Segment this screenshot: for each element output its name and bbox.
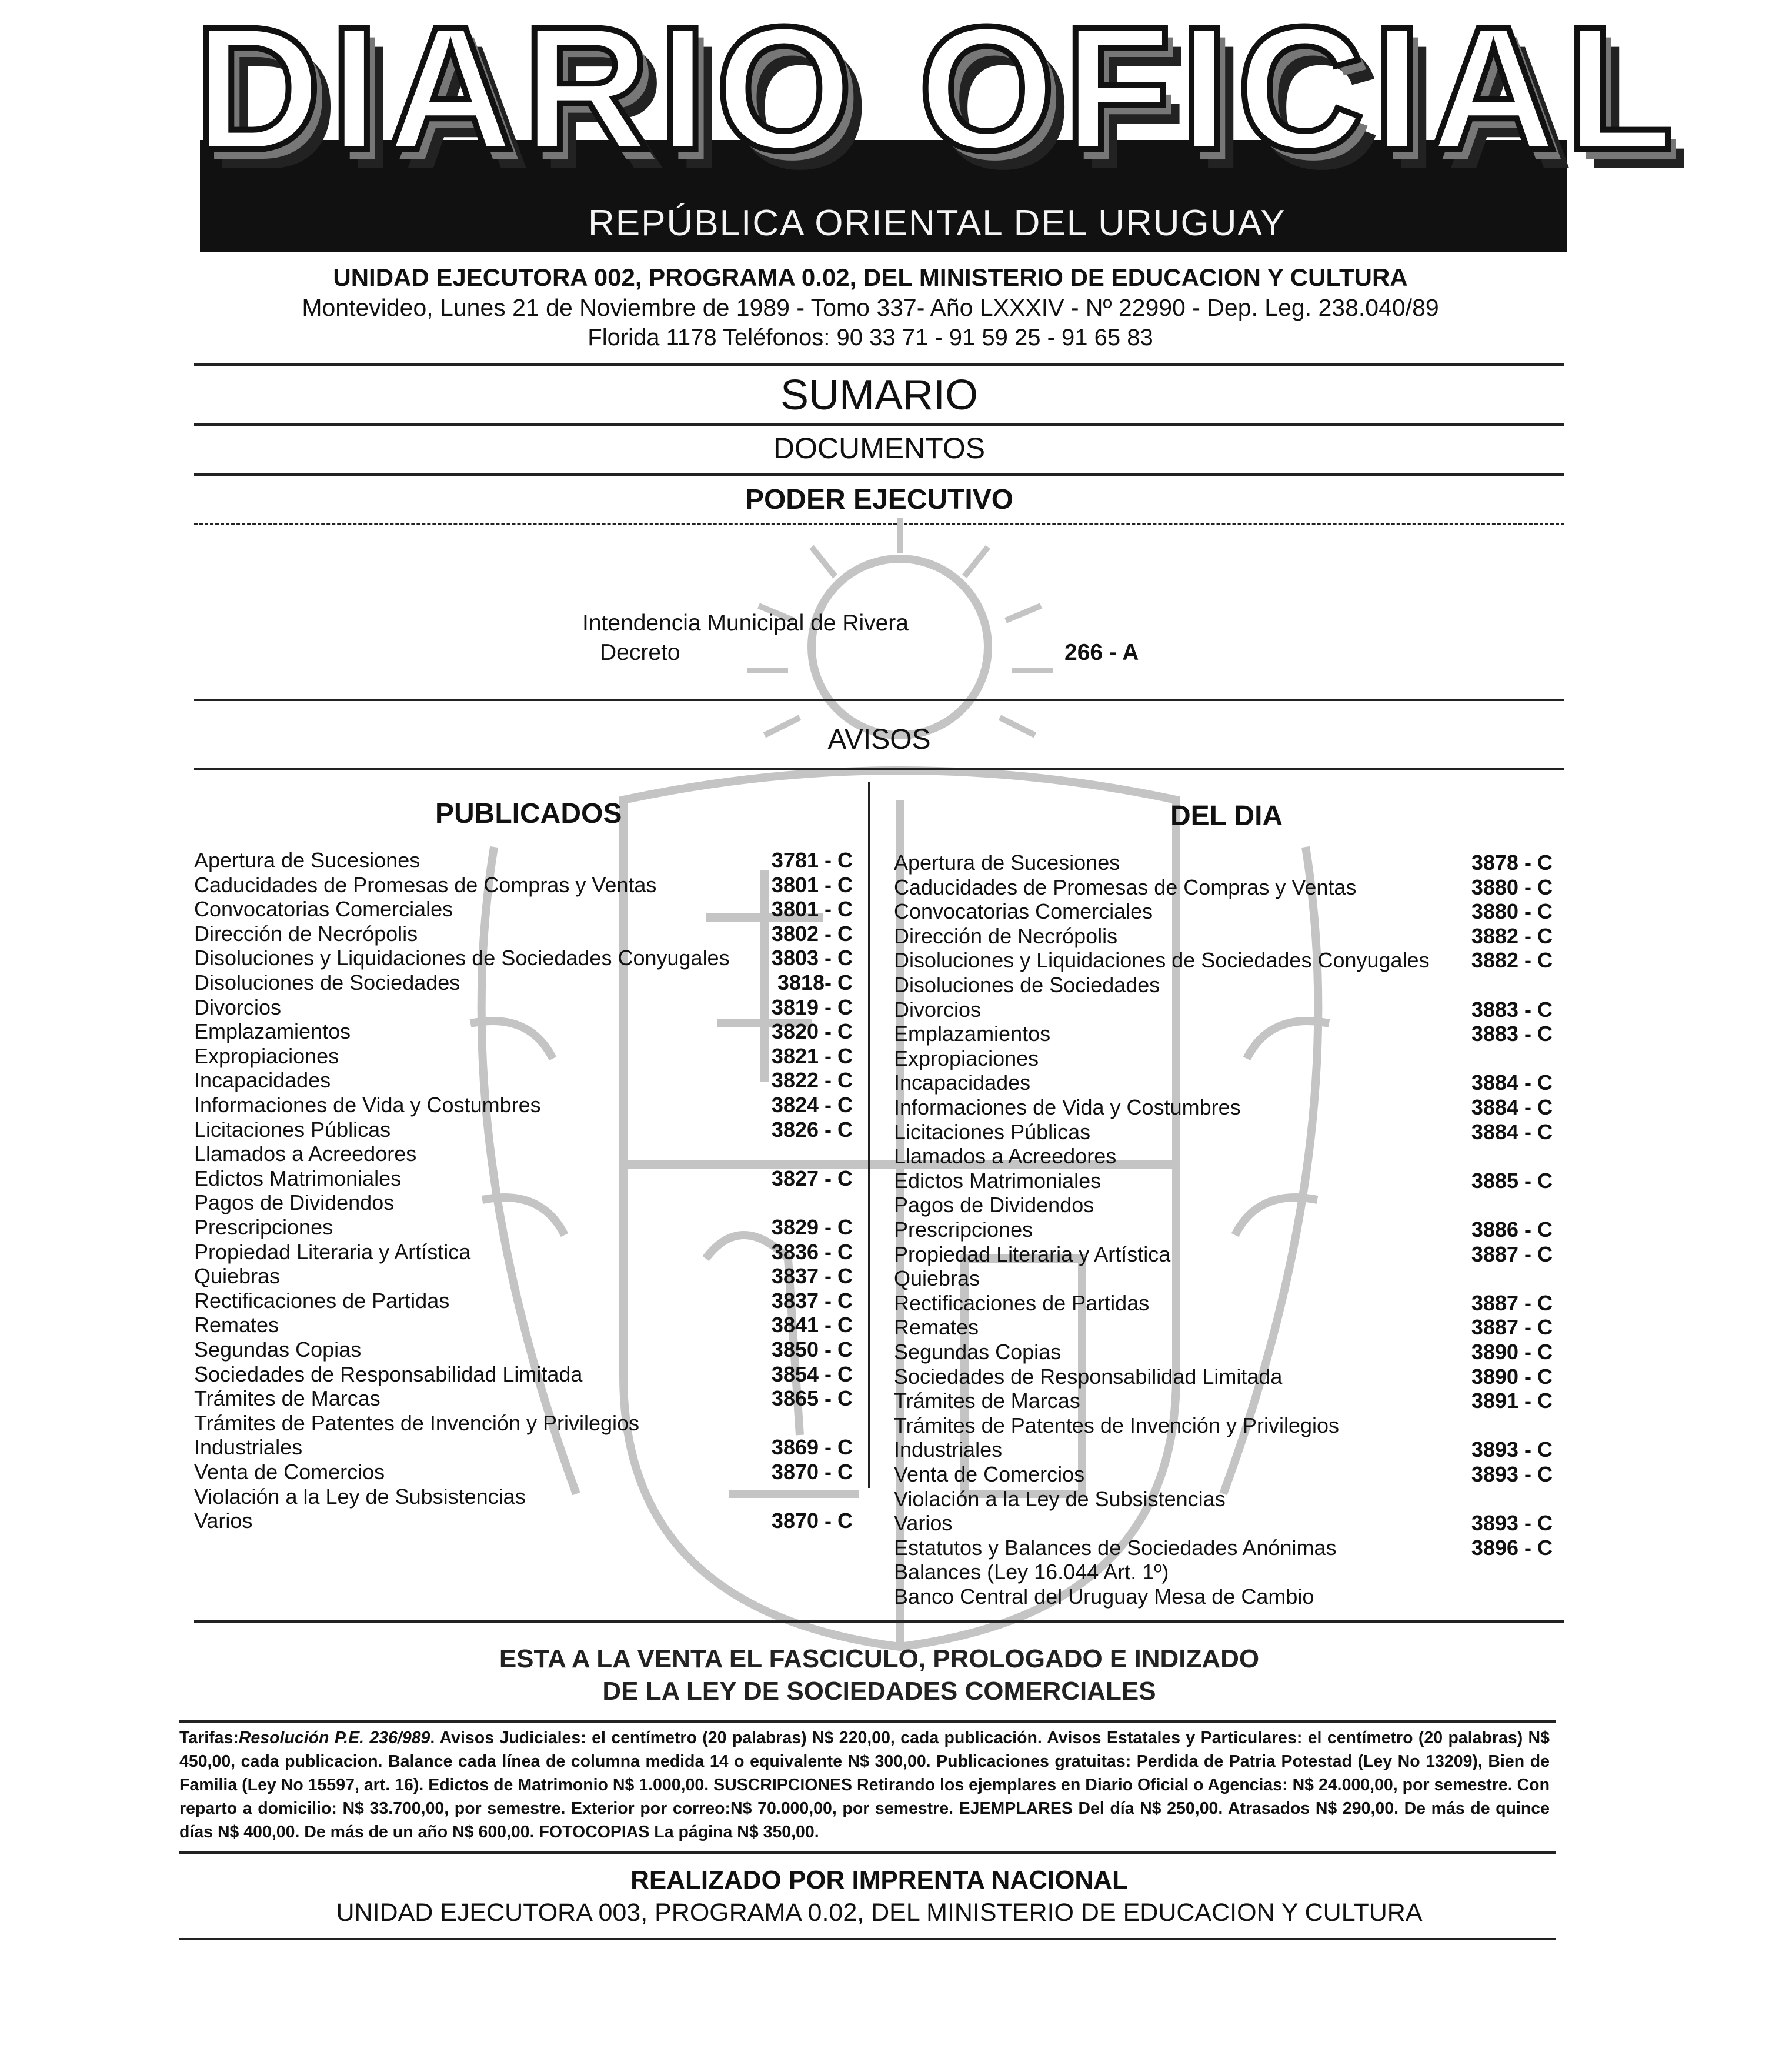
tarifas-text <box>179 1726 1550 1844</box>
list-item <box>894 1340 1553 1364</box>
list-item-label: Divorcios <box>194 995 282 1019</box>
list-item <box>194 1166 853 1191</box>
list-item <box>894 924 1553 949</box>
list-item-page: 3827 - C <box>771 1166 853 1190</box>
list-item-label: Venta de Comercios <box>194 1460 385 1484</box>
list-item <box>894 1095 1553 1120</box>
list-item <box>894 1266 1553 1291</box>
list-item-label: Banco Central del Uruguay Mesa de Cambio <box>894 1584 1314 1609</box>
header-line-2: Montevideo, Lunes 21 de Noviembre de 1989 - Tomo 337- Año LXXXIV - Nº 22990 - Dep. Leg. 238.040/89 <box>302 294 1439 321</box>
list-item-page: 3882 - C <box>1471 948 1553 973</box>
documentos-heading: DOCUMENTOS <box>773 432 986 465</box>
list-item-label: Industriales <box>894 1437 1003 1462</box>
list-item-label: Apertura de Sucesiones <box>894 850 1120 875</box>
list-item-page: 3884 - C <box>1471 1095 1553 1119</box>
masthead-title: DIARIO OFICIAL <box>194 0 1682 187</box>
list-item-page: 3896 - C <box>1471 1535 1553 1560</box>
list-item-page: 3870 - C <box>771 1460 853 1484</box>
list-item <box>194 1411 853 1436</box>
header-line-3: Florida 1178 Teléfonos: 90 33 71 - 91 59 25 - 91 65 83 <box>588 325 1153 351</box>
list-item-label: Trámites de Patentes de Invención y Privilegios <box>194 1410 640 1435</box>
list-item <box>194 1337 853 1362</box>
header-line-1: UNIDAD EJECUTORA 002, PROGRAMA 0.02, DEL MINISTERIO DE EDUCACION Y CULTURA <box>333 263 1408 291</box>
list-item <box>894 1169 1553 1193</box>
list-item-label: Disoluciones de Sociedades <box>194 970 460 995</box>
list-item-page: 3841 - C <box>771 1313 853 1337</box>
list-item-label: Caducidades de Promesas de Compras y Ventas <box>194 872 657 897</box>
divider <box>179 1720 1556 1723</box>
notice-line-2: DE LA LEY DE SOCIEDADES COMERCIALES <box>602 1677 1156 1706</box>
list-item-label: Prescripciones <box>194 1215 333 1239</box>
list-item <box>194 1313 853 1337</box>
list-item-label: Segundas Copias <box>894 1340 1062 1364</box>
list-item-page: 3893 - C <box>1471 1511 1553 1536</box>
list-item-page: 3818- C <box>777 970 853 995</box>
list-item-label: Venta de Comercios <box>894 1462 1085 1486</box>
footer-line-1: REALIZADO POR IMPRENTA NACIONAL <box>630 1866 1128 1894</box>
list-item-page: 3801 - C <box>771 872 853 897</box>
list-item-page: 3865 - C <box>771 1386 853 1411</box>
list-item <box>894 1560 1553 1584</box>
list-item-label: Informaciones de Vida y Costumbres <box>194 1093 541 1117</box>
list-item-label: Expropiaciones <box>194 1043 339 1068</box>
divider <box>179 1851 1556 1854</box>
list-item <box>894 1536 1553 1560</box>
list-item-label: Industriales <box>194 1435 303 1460</box>
list-item <box>894 1022 1553 1046</box>
list-item <box>194 1215 853 1240</box>
list-item <box>894 1487 1553 1512</box>
list-item-page: 3891 - C <box>1471 1389 1553 1413</box>
list-item <box>194 1044 853 1069</box>
list-item <box>194 1142 853 1166</box>
decreto-label: Decreto <box>600 640 680 665</box>
list-item <box>894 997 1553 1022</box>
list-item-label: Convocatorias Comerciales <box>194 897 453 922</box>
list-item-label: Trámites de Marcas <box>194 1386 380 1411</box>
sumario-entity: Intendencia Municipal de Rivera <box>582 610 909 636</box>
list-item <box>194 1240 853 1264</box>
list-item-page: 3869 - C <box>771 1435 853 1460</box>
list-item-page: 3850 - C <box>771 1337 853 1362</box>
list-item <box>194 897 853 922</box>
list-item-label: Edictos Matrimoniales <box>194 1166 402 1190</box>
list-item-page: 3893 - C <box>1471 1462 1553 1486</box>
list-item <box>194 1068 853 1093</box>
list-item-page: 3882 - C <box>1471 923 1553 948</box>
list-item <box>194 873 853 897</box>
list-item <box>194 922 853 946</box>
list-item-label: Edictos Matrimoniales <box>894 1168 1102 1193</box>
list-item <box>894 1584 1553 1609</box>
list-item-label: Propiedad Literaria y Artística <box>894 1242 1171 1266</box>
list-item-page: 3886 - C <box>1471 1217 1553 1242</box>
list-item <box>894 1046 1553 1071</box>
list-item-page: 3884 - C <box>1471 1070 1553 1095</box>
list-item-label: Llamados a Acreedores <box>194 1142 417 1166</box>
list-item-label: Disoluciones y Liquidaciones de Sociedades Conyugales <box>194 946 730 970</box>
list-item-label: Rectificaciones de Partidas <box>894 1290 1150 1315</box>
list-item-label: Apertura de Sucesiones <box>194 848 420 872</box>
list-item <box>894 1217 1553 1242</box>
list-item-label: Quiebras <box>894 1266 980 1291</box>
list-item-label: Quiebras <box>194 1264 281 1289</box>
list-item-page: 3890 - C <box>1471 1340 1553 1364</box>
list-item <box>894 1193 1553 1217</box>
list-item-label: Rectificaciones de Partidas <box>194 1288 450 1313</box>
list-item-label: Pagos de Dividendos <box>894 1193 1094 1217</box>
list-item-label: Divorcios <box>894 997 982 1022</box>
list-item <box>894 850 1553 875</box>
list-item <box>894 1462 1553 1487</box>
list-item-label: Varios <box>194 1509 253 1533</box>
list-item <box>194 848 853 873</box>
list-item <box>894 1144 1553 1169</box>
list-item-page: 3821 - C <box>771 1043 853 1068</box>
list-item <box>894 1291 1553 1316</box>
footer-line-2: UNIDAD EJECUTORA 003, PROGRAMA 0.02, DEL MINISTERIO DE EDUCACION Y CULTURA <box>336 1899 1423 1927</box>
divider <box>194 1620 1564 1623</box>
list-item <box>894 1511 1553 1536</box>
list-item-page: 3883 - C <box>1471 997 1553 1022</box>
list-item-label: Caducidades de Promesas de Compras y Ventas <box>894 875 1357 899</box>
list-item-page: 3893 - C <box>1471 1437 1553 1462</box>
list-item <box>194 1093 853 1117</box>
list-item <box>194 1435 853 1460</box>
list-item <box>194 1386 853 1411</box>
list-item <box>894 948 1553 973</box>
poder-ejecutivo-heading: PODER EJECUTIVO <box>745 484 1014 515</box>
list-item-page: 3824 - C <box>771 1093 853 1117</box>
list-item-page: 3880 - C <box>1471 875 1553 899</box>
list-item-page: 3883 - C <box>1471 1022 1553 1046</box>
list-item-label: Emplazamientos <box>894 1022 1051 1046</box>
list-item <box>894 875 1553 900</box>
list-item-label: Licitaciones Públicas <box>894 1119 1091 1144</box>
list-item-label: Sociedades de Responsabilidad Limitada <box>194 1362 583 1386</box>
sumario-title: SUMARIO <box>780 372 979 419</box>
list-item-page: 3801 - C <box>771 897 853 922</box>
divider <box>194 768 1564 770</box>
list-item-label: Expropiaciones <box>894 1046 1039 1070</box>
list-item <box>194 1289 853 1313</box>
list-item-label: Dirección de Necrópolis <box>894 923 1118 948</box>
list-item-label: Dirección de Necrópolis <box>194 921 418 946</box>
list-item-label: Informaciones de Vida y Costumbres <box>894 1095 1241 1119</box>
list-item <box>194 946 853 970</box>
list-item-page: 3887 - C <box>1471 1290 1553 1315</box>
list-item-page: 3820 - C <box>771 1019 853 1044</box>
list-item-label: Segundas Copias <box>194 1337 362 1362</box>
list-item <box>194 995 853 1020</box>
list-item-label: Emplazamientos <box>194 1019 351 1044</box>
list-item <box>894 1389 1553 1413</box>
list-item <box>894 1413 1553 1438</box>
list-item-label: Sociedades de Responsabilidad Limitada <box>894 1364 1283 1389</box>
list-item-page: 3854 - C <box>771 1362 853 1386</box>
list-item-label: Remates <box>894 1315 979 1340</box>
list-item-label: Disoluciones de Sociedades <box>894 973 1160 997</box>
list-item-page: 3884 - C <box>1471 1119 1553 1144</box>
list-item-label: Varios <box>894 1511 953 1536</box>
avisos-heading: AVISOS <box>827 724 931 755</box>
tarifas-body: . Avisos Judiciales: el centímetro (20 palabras) N$ 220,00, cada publicación. Avisos Estatales y Particulares: el centímetro (20 palabras) N$ 450,00, cada publicacion. Balance cada línea de columna medida 14 o equivalente N$ 300,00. Publicaciones gratuitas: Perdida de Patria Potestad (Ley No 13209), Bien de Familia (Ley No 15597, art. 16). Edictos de Matrimonio N$ 1.000,00. SUSCRIPCIONES Retirando los ejemplares en Diario Oficial o Agencias: N$ 24.000,00, por semestre. Con reparto a domicilio: N$ 33.700,00, por semestre. Exterior por correo:N$ 70.000,00, por semestre. EJEMPLARES Del día N$ 250,00. Atrasados N$ 290,00. De más de quince días N$ 400,00. De más de un año N$ 600,00. FOTOCOPIAS La página N$ 350,00. <box>179 1729 1550 1841</box>
masthead-subtitle: REPÚBLICA ORIENTAL DEL URUGUAY <box>588 203 1286 243</box>
list-item <box>894 1120 1553 1145</box>
divider <box>194 423 1564 426</box>
list-item-page: 3878 - C <box>1471 850 1553 875</box>
list-item <box>194 1019 853 1044</box>
list-item <box>194 970 853 995</box>
list-item <box>194 1362 853 1387</box>
list-item-label: Incapacidades <box>194 1068 331 1093</box>
list-item <box>194 1484 853 1509</box>
list-item-label: Prescripciones <box>894 1217 1033 1242</box>
list-item-label: Licitaciones Públicas <box>194 1117 391 1142</box>
list-item-label: Llamados a Acreedores <box>894 1144 1117 1169</box>
divider <box>194 699 1564 701</box>
list-item-label: Balances (Ley 16.044 Art. 1º) <box>894 1560 1169 1584</box>
list-item-label: Disoluciones y Liquidaciones de Sociedades Conyugales <box>894 948 1430 973</box>
notice-line-1: ESTA A LA VENTA EL FASCICULO, PROLOGADO E INDIZADO <box>499 1644 1260 1673</box>
list-item-page: 3822 - C <box>771 1068 853 1093</box>
list-item <box>194 1509 853 1533</box>
del-dia-title: DEL DIA <box>1170 800 1283 832</box>
list-item-page: 3802 - C <box>771 921 853 946</box>
list-item-page: 3781 - C <box>771 848 853 872</box>
list-item-page: 3836 - C <box>771 1239 853 1264</box>
divider <box>179 1938 1556 1940</box>
list-item-label: Incapacidades <box>894 1070 1031 1095</box>
list-item <box>894 1242 1553 1267</box>
list-item <box>194 1117 853 1142</box>
list-item-label: Violación a la Ley de Subsistencias <box>894 1486 1226 1511</box>
list-item-label: Propiedad Literaria y Artística <box>194 1239 471 1264</box>
column-divider <box>868 782 870 1488</box>
list-item-page: 3885 - C <box>1471 1168 1553 1193</box>
list-item-label: Estatutos y Balances de Sociedades Anónimas <box>894 1535 1337 1560</box>
list-item-label: Trámites de Patentes de Invención y Privilegios <box>894 1413 1340 1437</box>
list-item <box>194 1264 853 1289</box>
publicados-title: PUBLICADOS <box>435 798 622 829</box>
list-item <box>894 1315 1553 1340</box>
list-item-page: 3880 - C <box>1471 899 1553 924</box>
list-item-page: 3829 - C <box>771 1215 853 1239</box>
list-item-label: Pagos de Dividendos <box>194 1190 395 1215</box>
list-item <box>894 1437 1553 1462</box>
tarifas-resolucion: Resolución P.E. 236/989 <box>238 1729 430 1747</box>
list-item-label: Violación a la Ley de Subsistencias <box>194 1484 526 1509</box>
list-item <box>894 1070 1553 1095</box>
list-item-page: 3837 - C <box>771 1264 853 1289</box>
list-item-page: 3890 - C <box>1471 1364 1553 1389</box>
list-item-page: 3837 - C <box>771 1288 853 1313</box>
divider <box>194 363 1564 366</box>
list-item <box>894 899 1553 924</box>
list-item-page: 3870 - C <box>771 1509 853 1533</box>
list-item-page: 3826 - C <box>771 1117 853 1142</box>
tarifas-label: Tarifas: <box>179 1729 239 1747</box>
list-item-page: 3887 - C <box>1471 1242 1553 1266</box>
list-item <box>894 973 1553 997</box>
list-item-page: 3803 - C <box>771 946 853 970</box>
list-item-page: 3887 - C <box>1471 1315 1553 1340</box>
list-item <box>894 1364 1553 1389</box>
list-item-label: Remates <box>194 1313 279 1337</box>
list-item <box>194 1190 853 1215</box>
decreto-page: 266 - A <box>1064 640 1139 665</box>
list-item-page: 3819 - C <box>771 995 853 1019</box>
list-item <box>194 1460 853 1484</box>
divider <box>194 473 1564 476</box>
list-item-label: Convocatorias Comerciales <box>894 899 1153 924</box>
list-item-label: Trámites de Marcas <box>894 1389 1080 1413</box>
